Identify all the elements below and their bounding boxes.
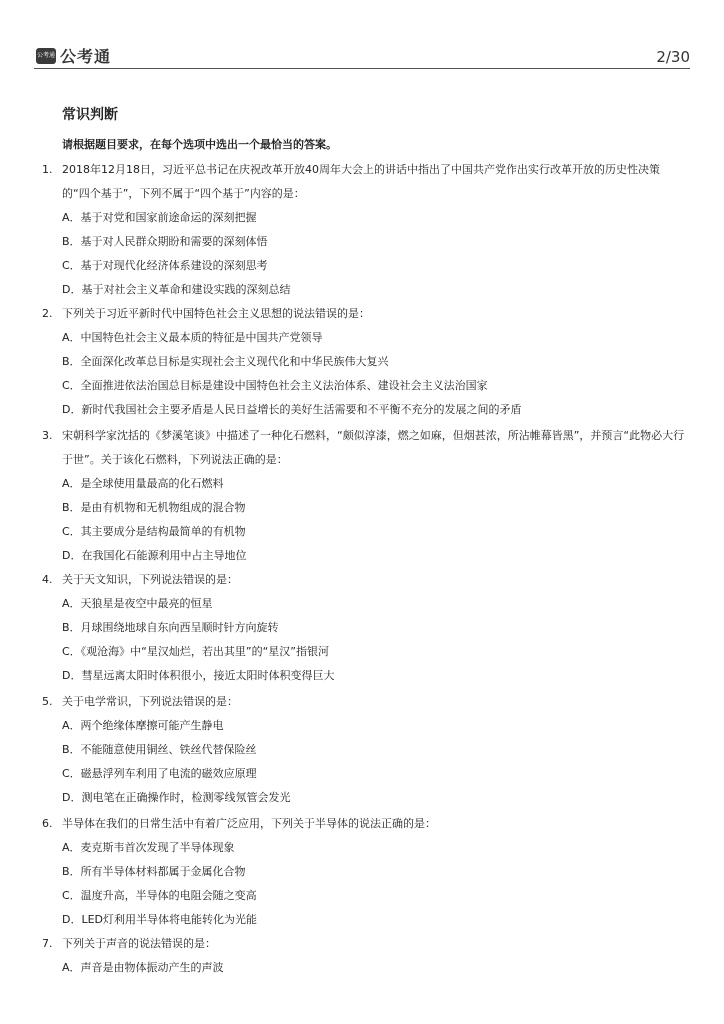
question-number: 3.	[42, 429, 53, 442]
question-stem: 关于电学常识，下列说法错误的是：	[62, 695, 238, 708]
option-d: D．在我国化石能源利用中占主导地位	[62, 549, 247, 562]
logo-text: 公考通	[60, 47, 112, 66]
question-stem: 半导体在我们的日常生活中有着广泛应用，下列关于半导体的说法正确的是：	[62, 817, 436, 830]
header-divider	[34, 68, 690, 69]
option-b: B．是由有机物和无机物组成的混合物	[62, 501, 246, 514]
option-d: D．基于对社会主义革命和建设实践的深刻总结	[62, 283, 291, 296]
option-b: B．全面深化改革总目标是实现社会主义现代化和中华民族伟大复兴	[62, 355, 389, 368]
question-number: 4.	[42, 573, 53, 586]
question-number: 5.	[42, 695, 53, 708]
brand-logo	[36, 44, 111, 67]
option-b: B．不能随意使用铜丝、铁丝代替保险丝	[62, 743, 257, 756]
option-a: A．声音是由物体振动产生的声波	[62, 961, 224, 974]
question-stem: 下列关于声音的说法错误的是：	[62, 937, 216, 950]
option-c: C．磁悬浮列车利用了电流的磁效应原理	[62, 767, 257, 780]
option-c: C．全面推进依法治国总目标是建设中国特色社会主义法治体系、建设社会主义法治国家	[62, 379, 488, 392]
option-b: B．月球围绕地球自东向西呈顺时针方向旋转	[62, 621, 279, 634]
option-a: A．基于对党和国家前途命运的深刻把握	[62, 211, 257, 224]
option-a: A．中国特色社会主义最本质的特征是中国共产党领导	[62, 331, 323, 344]
question-stem: 下列关于习近平新时代中国特色社会主义思想的说法错误的是：	[62, 307, 370, 320]
question-stem: 关于天文知识，下列说法错误的是：	[62, 573, 238, 586]
option-a: A．是全球使用量最高的化石燃料	[62, 477, 224, 490]
option-c: C．其主要成分是结构最简单的有机物	[62, 525, 246, 538]
option-b: B．基于对人民群众期盼和需要的深刻体悟	[62, 235, 268, 248]
page-indicator: 2/30	[656, 48, 690, 66]
option-c: C．基于对现代化经济体系建设的深刻思考	[62, 259, 268, 272]
option-c: C．温度升高，半导体的电阻会随之变高	[62, 889, 257, 902]
option-b: B．所有半导体材料都属于金属化合物	[62, 865, 246, 878]
question-stem: 宋朝科学家沈括的《梦溪笔谈》中描述了一种化石燃料，“颇似淳漆，燃之如麻，但烟甚浓，所沾帷幕皆黑”，并预言“此物必大行于世”。关于该化石燃料，下列说法正确的是：	[62, 429, 685, 466]
page-header	[0, 0, 724, 70]
question-number: 6.	[42, 817, 53, 830]
option-d: D．测电笔在正确操作时，检测零线氖管会发光	[62, 791, 291, 804]
question-number: 1.	[42, 163, 53, 176]
option-a: A．两个绝缘体摩擦可能产生静电	[62, 719, 224, 732]
question-number: 7.	[42, 937, 53, 950]
logo-badge-icon: 公考通	[36, 48, 56, 64]
option-a: A．天狼星是夜空中最亮的恒星	[62, 597, 213, 610]
section-instruction: 请根据题目要求，在每个选项中选出一个最恰当的答案。	[62, 138, 337, 151]
option-a: A．麦克斯韦首次发现了半导体现象	[62, 841, 235, 854]
question-stem: 2018年12月18日，习近平总书记在庆祝改革开放40周年大会上的讲话中指出了中国共产党作出实行改革开放的历史性决策的“四个基于”，下列不属于“四个基于”内容的是：	[62, 163, 660, 200]
section-title: 常识判断	[62, 107, 118, 123]
option-d: D．彗星远离太阳时体积很小，接近太阳时体积变得巨大	[62, 669, 335, 682]
option-d: D．LED灯利用半导体将电能转化为光能	[62, 913, 258, 926]
question-number: 2.	[42, 307, 53, 320]
option-c: C．《观沧海》中“星汉灿烂，若出其里”的“星汉”指银河	[62, 645, 329, 658]
option-d: D．新时代我国社会主要矛盾是人民日益增长的美好生活需要和不平衡不充分的发展之间的矛盾	[62, 403, 522, 416]
